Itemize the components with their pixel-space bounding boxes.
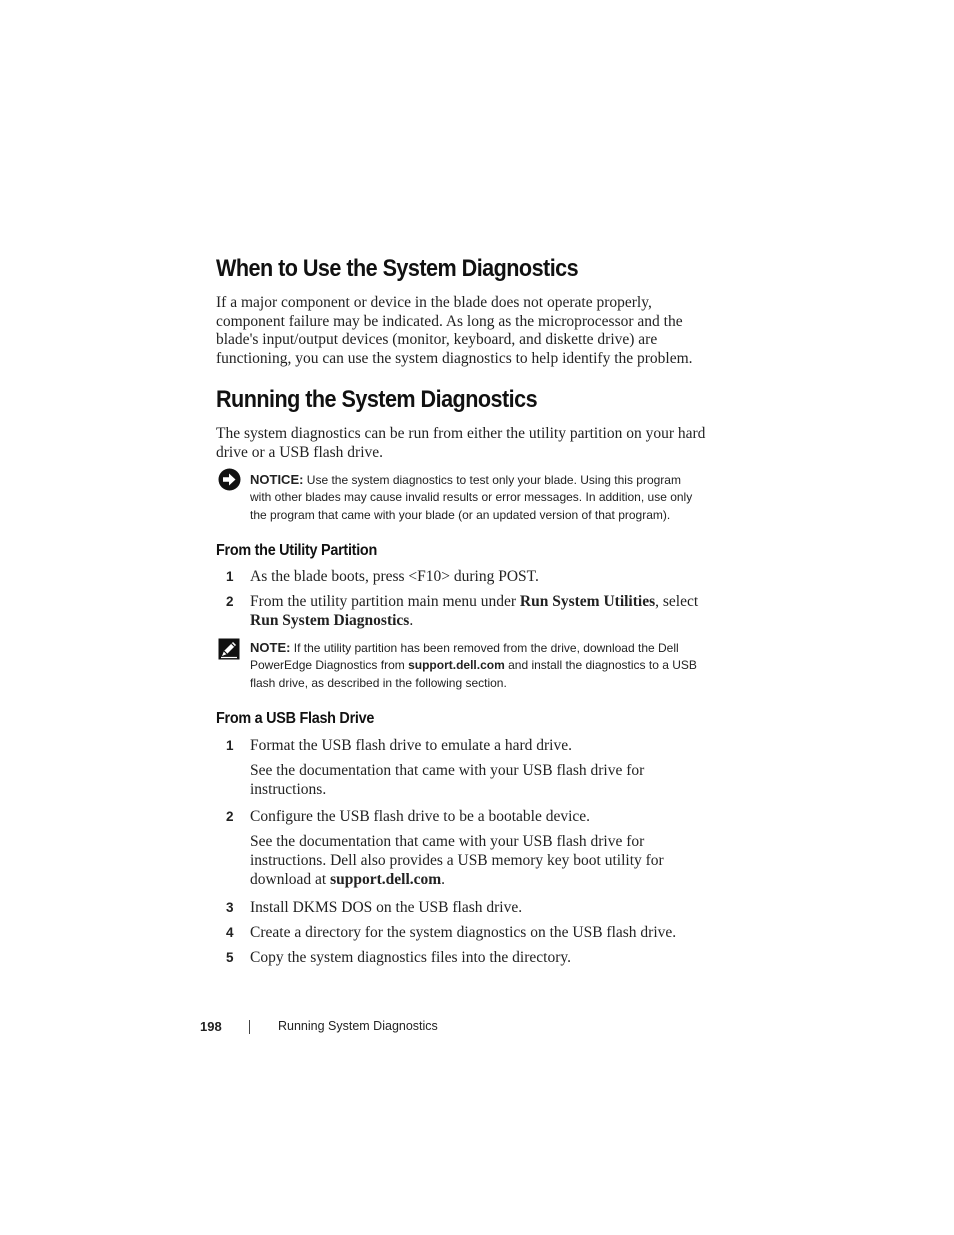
footer-chapter-title: Running System Diagnostics: [278, 1019, 438, 1033]
step-number: 3: [226, 900, 234, 915]
step-number: 2: [226, 594, 234, 609]
notice-text: NOTICE: Use the system diagnostics to test only your blade. Using this program with other blades may cause invalid results or error messages. In addition, use only the program that came with your blade (or an updated version of that program).: [250, 472, 693, 522]
utility-step-2: From the utility partition main menu under Run System Utilities, select Run System Diagnostics.: [250, 593, 699, 629]
section1-paragraph: If a major component or device in the blade does not operate properly, component failure may be indicated. As long as the microprocessor and the blade's input/output devices (monitor, keyboard, and diskette drive) are functioning, you can use the system diagnostics to help identify the problem.: [216, 294, 693, 368]
footer-separator: [249, 1020, 250, 1034]
notice-arrow-icon: [218, 468, 241, 496]
usb-step-5: Copy the system diagnostics files into the directory.: [250, 949, 571, 966]
step-number: 4: [226, 925, 234, 940]
section-heading-running: Running the System Diagnostics: [216, 386, 538, 413]
section-heading-when-to-use: When to Use the System Diagnostics: [216, 255, 579, 282]
subheading-usb-flash-drive: From a USB Flash Drive: [216, 710, 375, 727]
usb-step-2: Configure the USB flash drive to be a bootable device.: [250, 808, 591, 825]
utility-step-1: As the blade boots, press <F10> during POST.: [250, 568, 539, 585]
note-pencil-icon: [218, 638, 240, 665]
step-number: 5: [226, 950, 234, 965]
usb-step-4: Create a directory for the system diagnostics on the USB flash drive.: [250, 924, 677, 941]
usb-step-2-detail: See the documentation that came with your USB flash drive for instructions. Dell also provides a USB memory key boot utility for download at support.dell.com.: [250, 833, 664, 888]
page-number: 198: [200, 1019, 222, 1034]
usb-step-1-detail: See the documentation that came with your USB flash drive for instructions.: [250, 762, 645, 798]
note-label: NOTE:: [250, 640, 291, 655]
step-number: 1: [226, 569, 234, 584]
notice-label: NOTICE:: [250, 472, 304, 487]
usb-step-3: Install DKMS DOS on the USB flash drive.: [250, 899, 523, 916]
note-text: NOTE: If the utility partition has been removed from the drive, download the Dell PowerEdge Diagnostics from support.dell.com and install the diagnostics to a USB flash drive, as described in the following section.: [250, 640, 697, 690]
section2-paragraph: The system diagnostics can be run from either the utility partition on your hard drive or a USB flash drive.: [216, 425, 706, 461]
subheading-utility-partition: From the Utility Partition: [216, 542, 377, 559]
step-number: 2: [226, 809, 234, 824]
usb-step-1: Format the USB flash drive to emulate a hard drive.: [250, 737, 572, 754]
step-number: 1: [226, 738, 234, 753]
